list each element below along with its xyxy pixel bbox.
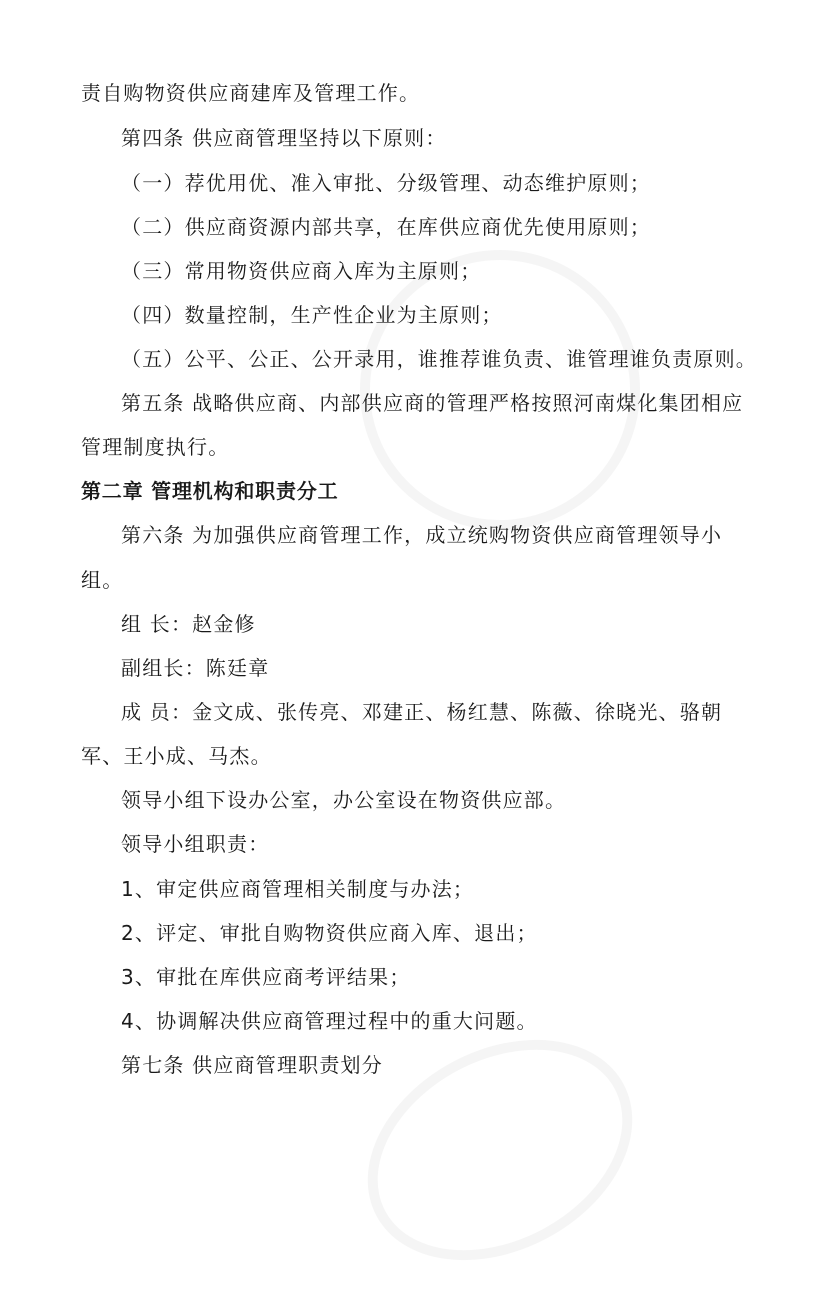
group-leader: 组 长：赵金修 bbox=[121, 612, 256, 636]
duty-2: 2、评定、审批自购物资供应商入库、退出； bbox=[121, 921, 538, 945]
principle-3: （三）常用物资供应商入库为主原则； bbox=[121, 259, 482, 283]
principle-5: （五）公平、公正、公开录用，谁推荐谁负责、谁管理谁负责原则。 bbox=[121, 347, 757, 371]
article-4-heading: 第四条 供应商管理坚持以下原则： bbox=[121, 126, 447, 150]
members-continued: 军、王小成、马杰。 bbox=[81, 744, 272, 768]
article-6-continued: 组。 bbox=[81, 568, 124, 592]
office-setup: 领导小组下设办公室，办公室设在物资供应部。 bbox=[121, 788, 567, 812]
paragraph-line: 责自购物资供应商建库及管理工作。 bbox=[81, 81, 421, 105]
article-6: 第六条 为加强供应商管理工作，成立统购物资供应商管理领导小 bbox=[121, 523, 723, 547]
principle-1: （一）荐优用优、准入审批、分级管理、动态维护原则； bbox=[121, 171, 651, 195]
principle-2: （二）供应商资源内部共享，在库供应商优先使用原则； bbox=[121, 215, 651, 239]
members: 成 员：金文成、张传亮、邓建正、杨红慧、陈薇、徐晓光、骆朝 bbox=[121, 700, 723, 724]
group-duties-heading: 领导小组职责： bbox=[121, 832, 270, 856]
duty-1: 1、审定供应商管理相关制度与办法； bbox=[121, 877, 475, 901]
article-5: 第五条 战略供应商、内部供应商的管理严格按照河南煤化集团相应 bbox=[121, 391, 744, 415]
duty-3: 3、审批在库供应商考评结果； bbox=[121, 965, 411, 989]
duty-4: 4、协调解决供应商管理过程中的重大问题。 bbox=[121, 1009, 538, 1033]
watermark-seal-lower bbox=[329, 996, 670, 1304]
article-5-continued: 管理制度执行。 bbox=[81, 435, 230, 459]
chapter-2-heading: 第二章 管理机构和职责分工 bbox=[81, 479, 339, 503]
deputy-leader: 副组长：陈廷章 bbox=[121, 656, 270, 680]
article-7: 第七条 供应商管理职责划分 bbox=[121, 1053, 383, 1077]
principle-4: （四）数量控制，生产性企业为主原则； bbox=[121, 303, 503, 327]
